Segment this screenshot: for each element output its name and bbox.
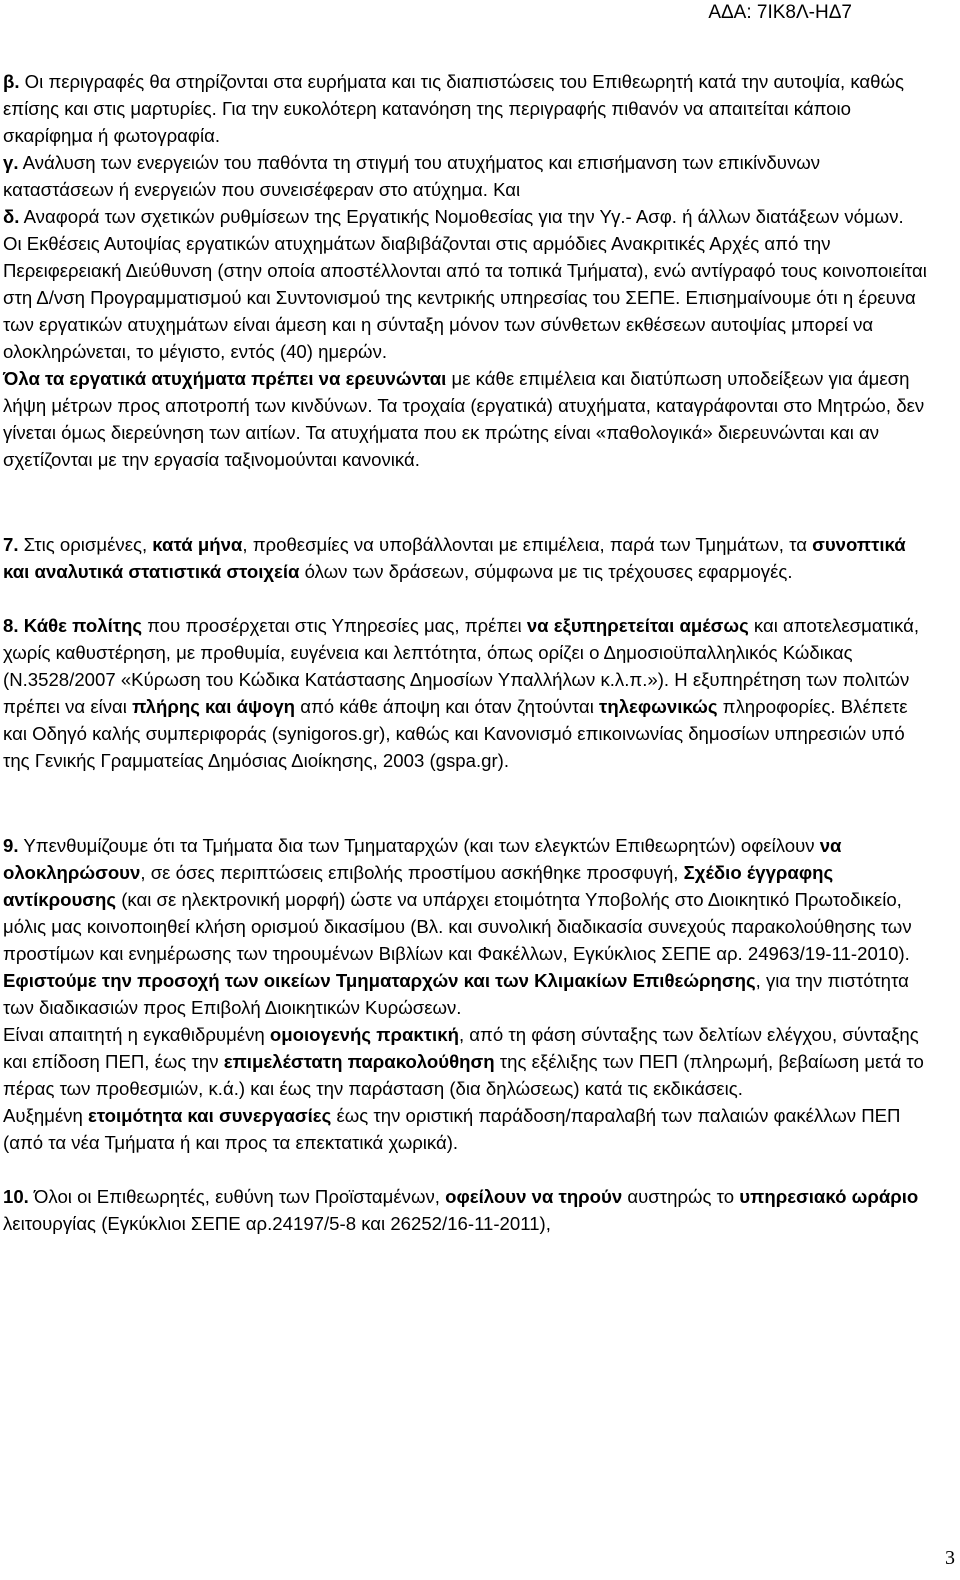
bold-run: πλήρης και άψογη (132, 696, 296, 717)
paragraph-auximeni (3, 1102, 933, 1156)
text-run: έως την οριστική παράδοση/παραλαβή των παλαιών φακέλλων ΠΕΠ (από τα νέα Τμήματα ή και προς τα επεκτατικά χωρικά). (3, 1105, 901, 1153)
document-body (3, 68, 933, 1237)
bold-run: 8. (3, 615, 19, 636)
paragraph-8 (3, 612, 933, 774)
paragraph-efistoume (3, 967, 933, 1021)
text-run: Αναφορά των σχετικών ρυθμίσεων της Εργατικής Νομοθεσίας για την Υγ.- Ασφ. ή άλλων διατάξεων νόμων. (19, 206, 904, 227)
bold-run: να ολοκληρώσουν (3, 835, 842, 883)
text-run: της εξέλιξης των ΠΕΠ (πληρωμή, βεβαίωση μετά το πέρας των προθεσμιών, κ.ά.) και έως την παράσταση (δια δηλώσεως) κατά τις εκδικάσεις. (3, 1051, 924, 1099)
text-run: Στις ορισμένες, (18, 534, 153, 555)
bold-run: 7. (3, 534, 19, 555)
text-run: Είναι απαιτητή η εγκαθιδρυμένη (3, 1024, 270, 1045)
text-run: , για την πιστότητα των διαδικασιών προς Επιβολή Διοικητικών Κυρώσεων. (3, 970, 909, 1018)
bold-run: β. (3, 71, 20, 92)
text-run: Ανάλυση των ενεργειών του παθόντα τη στιγμή του ατυχήματος και επισήμανση των επικίνδυνων καταστάσεων ή ενεργειών που συνεισέφεραν στο ατύχημα. Και (3, 152, 821, 200)
bold-run: τηλεφωνικώς (599, 696, 718, 717)
bold-run: ετοιμότητα και συνεργασίες (88, 1105, 332, 1126)
bold-run: 10. (3, 1186, 29, 1207)
bold-run: Εφιστούμε την προσοχή των οικείων Τμηματαρχών και των Κλιμακίων Επιθεώρησης (3, 970, 756, 991)
paragraph-delta (3, 203, 933, 230)
text-run: πληροφορίες. Βλέπετε και Οδηγό καλής συμπεριφοράς (synigoros.gr), καθώς και Κανονισμό επικοινωνίας δημοσίων υπηρεσιών υπό της Γενικής Γραμματείας Δημόσιας Διοίκησης, 2003 (gspa.gr). (3, 696, 908, 771)
text-run: από κάθε άποψη και όταν ζητούνται (295, 696, 600, 717)
text-run: , σε όσες περιπτώσεις επιβολής προστίμου ασκήθηκε προσφυγή, (140, 862, 684, 883)
paragraph-apaiteitai (3, 1021, 933, 1102)
text-run: Όλοι οι Επιθεωρητές, ευθύνη των Προϊσταμένων, (28, 1186, 446, 1207)
bold-run: κατά μήνα (152, 534, 243, 555)
paragraph-ektheseis (3, 230, 933, 365)
text-run: που προσέρχεται στις Υπηρεσίες μας, πρέπει (142, 615, 527, 636)
text-run: Αυξημένη (3, 1105, 89, 1126)
text-run: λειτουργίας (Εγκύκλιοι ΣΕΠΕ αρ.24197/5-8 και 26252/16-11-2011), (3, 1213, 551, 1234)
bold-run: ομοιογενής πρακτική (269, 1024, 459, 1045)
bold-run: υπηρεσιακό ωράριο (739, 1186, 919, 1207)
bold-run: Σχέδιο έγγραφης αντίκρουσης (3, 862, 834, 910)
text-run: όλων των δράσεων, σύμφωνα με τις τρέχουσες εφαρμογές. (299, 561, 793, 582)
ada-code: ΑΔΑ: 7ΙΚ8Λ-ΗΔ7 (708, 2, 852, 23)
text-run: και αποτελεσματικά, χωρίς καθυστέρηση, με προθυμία, ευγένεια και λεπτότητα, όπως ορίζει ο Δημοσιοϋπαλληλικός Κώδικας (Ν.3528/2007 «Κύρωση του Κώδικα Κατάστασης Δημοσίων Υπαλλήλων κ.λ.π.»). Η εξυπηρέτηση των πολιτών πρέπει να είναι (3, 615, 920, 717)
bold-run: οφείλουν να τηρούν (445, 1186, 623, 1207)
text-run: , από τη φάση σύνταξης των δελτίων ελέγχου, σύνταξης και επίδοση ΠΕΠ, έως την (3, 1024, 919, 1072)
bold-run: Όλα τα εργατικά ατυχήματα πρέπει να ερευνώνται (3, 368, 447, 389)
text-run: Οι περιγραφές θα στηρίζονται στα ευρήματα και τις διαπιστώσεις του Επιθεωρητή κατά την αυτοψία, καθώς επίσης και στις μαρτυρίες. Για την ευκολότερη κατανόηση της περιγραφής πιθανόν να απαιτείται κάποιο σκαρίφημα ή φωτογραφία. (3, 71, 904, 146)
bold-run: να εξυπηρετείται αμέσως (526, 615, 749, 636)
text-run: Υπενθυμίζουμε ότι τα Τμήματα δια των Τμηματαρχών (και των ελεγκτών Επιθεωρητών) οφείλουν (18, 835, 820, 856)
bold-run: Κάθε πολίτης (23, 615, 143, 636)
paragraph-gamma (3, 149, 933, 203)
paragraph-ola (3, 365, 933, 473)
text-run: (και σε ηλεκτρονική μορφή) ώστε να υπάρχει ετοιμότητα Υποβολής στο Διοικητικό Πρωτοδικείο, μόλις μας κοινοποιηθεί κλήση ορισμού δικασίμου (Βλ. και συνολική διαδικασία συνεχούς παρακολούθησης των προστίμων και ενημέρωσης των τηρουμένων Βιβλίων και Φακέλλων, Εγκύκλιος ΣΕΠΕ αρ. 24963/19-11-2010). (3, 889, 912, 964)
text-run: αυστηρώς το (622, 1186, 740, 1207)
paragraph-7 (3, 531, 933, 585)
bold-run: 9. (3, 835, 19, 856)
page-number: 3 (945, 1547, 955, 1569)
text-run: , προθεσμίες να υποβάλλονται με επιμέλεια, παρά των Τμημάτων, τα (242, 534, 813, 555)
paragraph-beta (3, 68, 933, 149)
paragraph-9 (3, 832, 933, 967)
text-run: με κάθε επιμέλεια και διατύπωση υποδείξεων για άμεση λήψη μέτρων προς αποτροπή των κινδύνων. Τα τροχαία (εργατικά) ατυχήματα, καταγράφονται στο Μητρώο, δεν γίνεται όμως διερεύνηση των αιτίων. Τα ατυχήματα που εκ πρώτης είναι «παθολογικά» διερευνώνται και αν σχετίζονται με την εργασία ταξινομούνται κανονικά. (3, 368, 925, 470)
paragraph-10 (3, 1183, 933, 1237)
bold-run: επιμελέστατη παρακολούθηση (223, 1051, 495, 1072)
text-run: Οι Εκθέσεις Αυτοψίας εργατικών ατυχημάτων διαβιβάζονται στις αρμόδιες Ανακριτικές Αρχές από την Περειφερειακή Διεύθυνση (στην οποία αποστέλλονται από τα τοπικά Τμήματα), ενώ αντίγραφό τους κοινοποιείται στη Δ/νση Προγραμματισμού και Συντονισμού της κεντρικής υπηρεσίας του ΣΕΠΕ. Επισημαίνουμε ότι η έρευνα των εργατικών ατυχημάτων είναι άμεση και η σύνταξη μόνον των σύνθετων εκθέσεων αυτοψίας μπορεί να ολοκληρώνεται, το μέγιστο, εντός (40) ημερών. (3, 233, 927, 362)
bold-run: συνοπτικά και αναλυτικά στατιστικά στοιχεία (3, 534, 906, 582)
bold-run: δ. (3, 206, 20, 227)
bold-run: γ. (3, 152, 19, 173)
